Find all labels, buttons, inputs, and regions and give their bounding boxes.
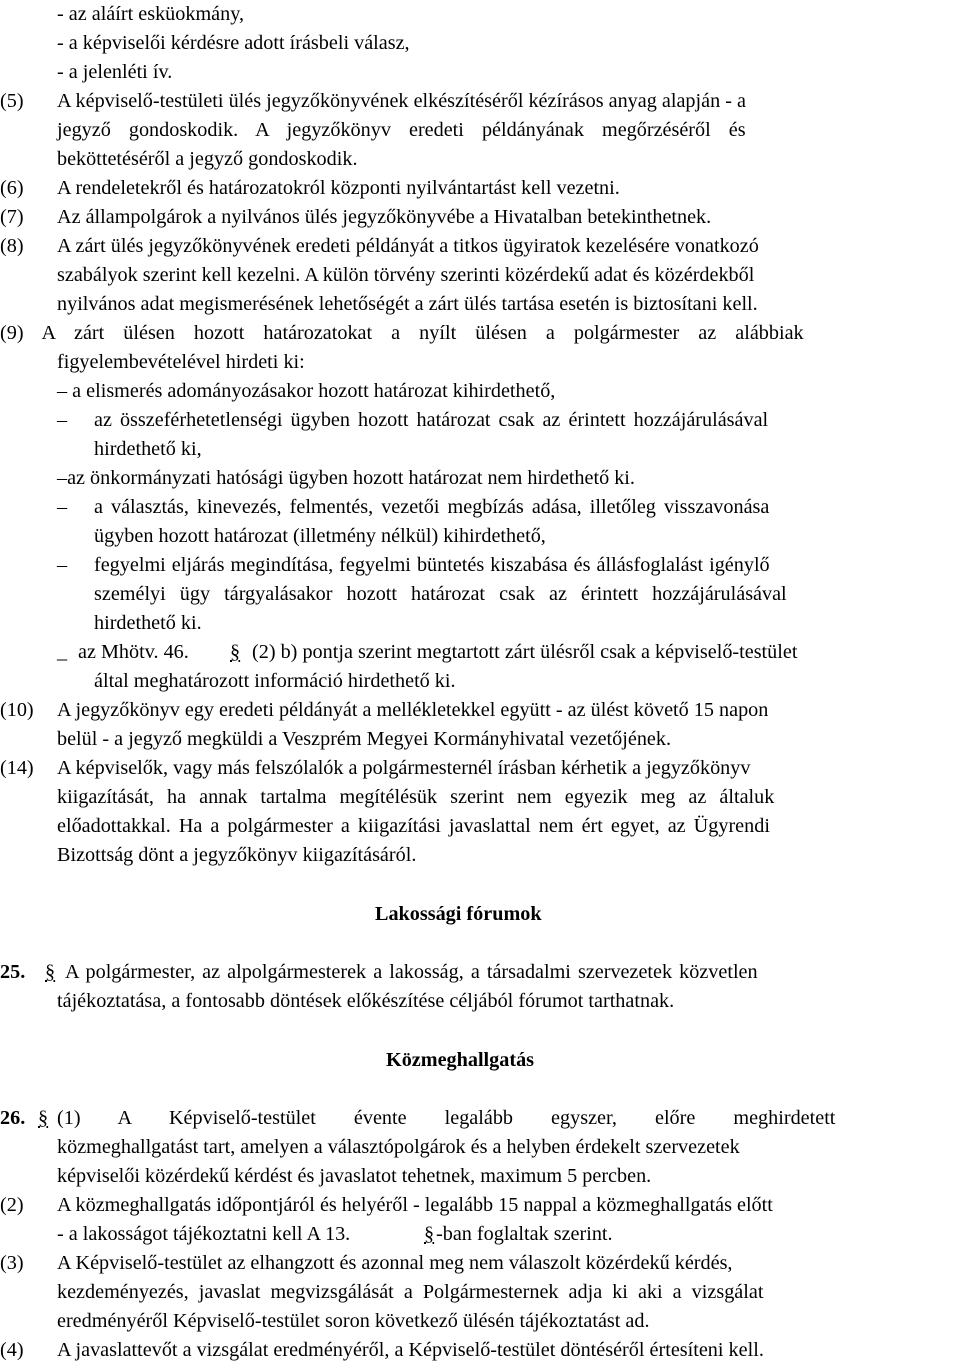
text-line: eredményéről Képviselő-testület soron következő ülésén tájékoztatást ad.	[57, 1310, 650, 1332]
paragraph-number: (8)	[0, 235, 24, 257]
text-line: közmeghallgatást tart, amelyen a választópolgárok és a helyben érdekelt szervezetek	[57, 1136, 740, 1158]
paragraph-number: (5)	[0, 90, 24, 112]
text-line: - a lakosságot tájékoztatni kell A 13.	[57, 1223, 351, 1245]
paragraph-number: (14)	[0, 757, 34, 779]
paragraph-number: (7)	[0, 206, 24, 228]
section-heading: Közmeghallgatás	[386, 1049, 535, 1071]
text-line: belül - a jegyző megküldi a Veszprém Megyei Kormányhivatal vezetőjének.	[57, 728, 672, 750]
text-line: (1) A Képviselő-testület évente legalább egyszer, előre meghirdetett	[57, 1107, 836, 1129]
text-line: nyilvános adat megismerésének lehetőségét a zárt ülés tartása esetén is biztosítani kell.	[57, 293, 758, 315]
list-dash: –	[57, 496, 68, 518]
section-number: 26.	[0, 1107, 26, 1129]
list-item: az Mhötv. 46.	[78, 641, 189, 663]
list-dash: –	[57, 409, 68, 431]
text-line: A Képviselő-testület az elhangzott és azonnal meg nem válaszolt közérdekű kérdés,	[57, 1252, 733, 1274]
list-item: a választás, kinevezés, felmentés, vezetői megbízás adása, illetőleg visszavonása	[94, 496, 770, 518]
text-line: - a képviselői kérdésre adott írásbeli válasz,	[57, 32, 410, 54]
text-line: személyi ügy tárgyalásakor hozott határozat csak az érintett hozzájárulásával	[94, 583, 787, 605]
paragraph-number: (6)	[0, 177, 24, 199]
text-line: Az állampolgárok a nyilvános ülés jegyzőkönyvébe a Hivatalban betekinthetnek.	[57, 206, 712, 228]
text-line: hirdethető ki.	[94, 612, 202, 634]
section-sign: §	[424, 1223, 435, 1245]
text-line: A képviselő-testületi ülés jegyzőkönyvének elkészítéséről kézírásos anyag alapján - a	[57, 90, 746, 112]
text-line: jegyző gondoskodik. A jegyzőkönyv eredeti példányának megőrzéséről és	[57, 119, 746, 141]
text-line: A képviselők, vagy más felszólalók a polgármesternél írásban kérhetik a jegyzőkönyv	[57, 757, 751, 779]
text-line: hirdethető ki,	[94, 438, 202, 460]
text-line: A javaslattevőt a vizsgálat eredményéről, a Képviselő-testület döntéséről értesíteni kell.	[57, 1339, 764, 1361]
text-line: A közmeghallgatás időpontjáról és helyéről - legalább 15 nappal a közmeghallgatás előtt	[57, 1194, 773, 1216]
section-number: 25.	[0, 961, 26, 983]
text-line: beköttetéséről a jegyző gondoskodik.	[57, 148, 358, 170]
text-line: - a jelenléti ív.	[57, 61, 173, 83]
text-line: képviselői közérdekű kérdést és javaslatot tehetnek, maximum 5 percben.	[57, 1165, 652, 1187]
text-line: -ban foglaltak szerint.	[436, 1223, 613, 1245]
paragraph-number: (4)	[0, 1339, 24, 1361]
list-item: az összeférhetetlenségi ügyben hozott határozat csak az érintett hozzájárulásával	[94, 409, 769, 431]
paragraph-number: (2)	[0, 1194, 24, 1216]
text-line: ügyben hozott határozat (illetmény nélkül) kihirdethető,	[94, 525, 546, 547]
text-line: szabályok szerint kell kezelni. A külön törvény szerinti közérdekű adat és közérdekből	[57, 264, 755, 286]
text-line: figyelembevételével hirdeti ki:	[57, 351, 305, 373]
text-line: A jegyzőkönyv egy eredeti példányát a mellékletekkel együtt - az ülést követő 15 napon	[57, 699, 769, 721]
text-line: Bizottság dönt a jegyzőkönyv kiigazításáról.	[57, 844, 417, 866]
text-line: által meghatározott információ hirdethető ki.	[94, 670, 456, 692]
text-line: kiigazítását, ha annak tartalma megítélésük szerint nem egyezik meg az általuk	[57, 786, 775, 808]
section-sign: §	[38, 1107, 49, 1129]
list-item: fegyelmi eljárás megindítása, fegyelmi büntetés kiszabása és állásfoglalást igénylő	[94, 554, 770, 576]
list-dash: –	[57, 554, 68, 576]
paragraph-number: (3)	[0, 1252, 24, 1274]
section-sign: §	[230, 641, 241, 663]
text-line: (2) b) pontja szerint megtartott zárt ülésről csak a képviselő-testület	[252, 641, 798, 663]
text-line: A zárt ülés jegyzőkönyvének eredeti példányát a titkos ügyiratok kezelésére vonatkozó	[57, 235, 759, 257]
text-line: A polgármester, az alpolgármesterek a lakosság, a társadalmi szervezetek közvetlen	[65, 961, 758, 983]
list-dash: _	[57, 641, 68, 663]
text-line: tájékoztatása, a fontosabb döntések előkészítése céljából fórumot tarthatnak.	[57, 990, 675, 1012]
text-line: A rendeletekről és határozatokról központi nyilvántartást kell vezetni.	[57, 177, 620, 199]
list-item: –az önkormányzati hatósági ügyben hozott határozat nem hirdethető ki.	[57, 467, 635, 489]
section-sign: §	[45, 961, 56, 983]
list-item: – a elismerés adományozásakor hozott határozat kihirdethető,	[57, 380, 556, 402]
section-heading: Lakossági fórumok	[375, 903, 542, 925]
paragraph-number: (10)	[0, 699, 34, 721]
text-line: előadottakkal. Ha a polgármester a kiigazítási javaslattal nem ért egyet, az Ügyrendi	[57, 815, 770, 837]
text-line: kezdeményezés, javaslat megvizsgálását a Polgármesternek adja ki aki a vizsgálat	[57, 1281, 764, 1303]
text-line: - az aláírt esküokmány,	[57, 3, 245, 25]
text-line: (9) A zárt ülésen hozott határozatokat a nyílt ülésen a polgármester az alábbiak	[0, 322, 804, 344]
